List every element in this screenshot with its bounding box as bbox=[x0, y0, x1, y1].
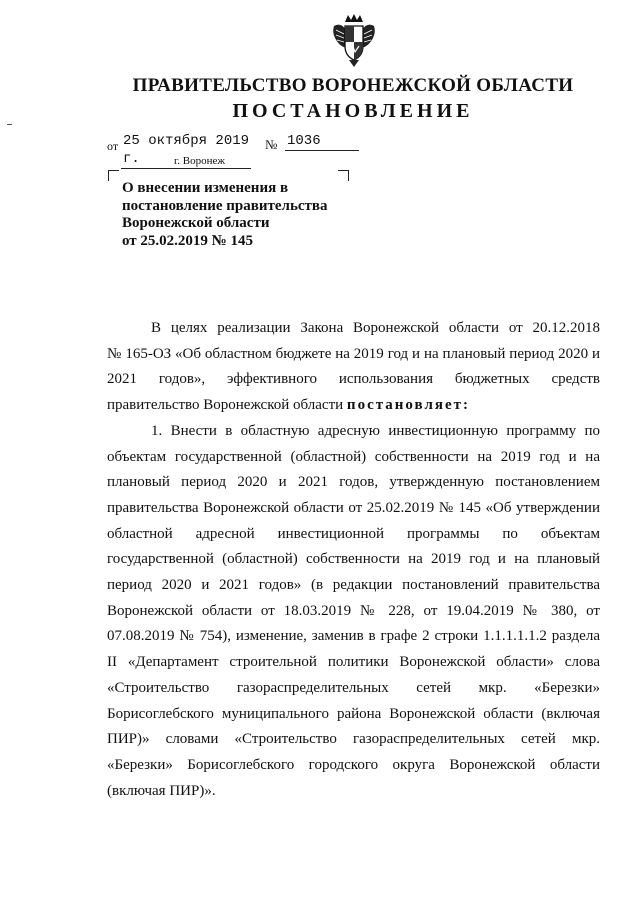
resolves-keyword: постановляет: bbox=[346, 397, 470, 414]
body-line: Воронежской области от 18.03.2019 № 228, от 19.04.2019 № 380, от bbox=[107, 602, 600, 619]
body-line: период 2020 и 2021 годов» (в редакции постановлений правительства bbox=[107, 577, 600, 594]
body-line: (включая ПИР)». bbox=[107, 782, 216, 799]
city: г. Воронеж bbox=[174, 155, 225, 167]
scan-mark bbox=[7, 124, 12, 125]
subject-line: от 25.02.2019 № 145 bbox=[122, 232, 253, 249]
body-line: областной адресной инвестиционной программы по объектам bbox=[107, 525, 600, 542]
document-body bbox=[107, 316, 600, 804]
organization-title: ПРАВИТЕЛЬСТВО ВОРОНЕЖСКОЙ ОБЛАСТИ bbox=[132, 75, 574, 96]
body-line: объектам государственной (областной) собственности на 2019 год и на bbox=[107, 448, 600, 465]
subject-line: постановление правительства bbox=[122, 197, 328, 214]
body-line: «Строительство газораспределительных сетей мкр. «Березки» bbox=[107, 679, 600, 696]
document-subject bbox=[122, 180, 362, 250]
subject-line: О внесении изменения в bbox=[122, 180, 289, 196]
body-line: 2021 годов», эффективного использования бюджетных средств bbox=[107, 371, 600, 388]
date-prefix: от bbox=[107, 139, 119, 153]
body-line: плановый период 2020 и 2021 годов, утвержденную постановлением bbox=[107, 474, 600, 491]
document-number: 1036 bbox=[285, 132, 359, 151]
body-line: государственной (областной) собственности на 2019 год и на плановый bbox=[107, 551, 600, 568]
body-line: правительства Воронежской области от 25.02.2019 № 145 «Об утверждении bbox=[107, 499, 600, 516]
body-line: 1. Внести в областную адресную инвестиционную программу по bbox=[151, 422, 600, 439]
number-prefix: № bbox=[265, 137, 278, 152]
body-line: II «Департамент строительной политики Воронежской области» слова bbox=[107, 654, 600, 671]
body-text: правительство Воронежской области bbox=[107, 397, 344, 414]
body-line: 07.08.2019 № 754), изменение, заменив в графе 2 строки 1.1.1.1.1.2 раздела bbox=[107, 628, 600, 645]
body-line: В целях реализации Закона Воронежской области от 20.12.2018 bbox=[151, 320, 600, 336]
body-line bbox=[107, 393, 600, 419]
coat-of-arms-icon bbox=[331, 12, 377, 68]
body-line: «Березки» Борисоглебского городского округа Воронежской области bbox=[107, 756, 600, 773]
subject-corner-left bbox=[108, 170, 119, 181]
document-type: ПОСТАНОВЛЕНИЕ bbox=[232, 100, 474, 122]
document-date: 25 октября 2019 г. bbox=[123, 133, 250, 167]
body-line: ПИР)» словами «Строительство газораспределительных сетей мкр. bbox=[107, 731, 600, 748]
body-line: № 165-ОЗ «Об областном бюджете на 2019 год и на плановый период 2020 и bbox=[107, 345, 600, 362]
subject-line: Воронежской области bbox=[122, 215, 270, 231]
body-line: Борисоглебского муниципального района Воронежской области (включая bbox=[107, 705, 600, 722]
